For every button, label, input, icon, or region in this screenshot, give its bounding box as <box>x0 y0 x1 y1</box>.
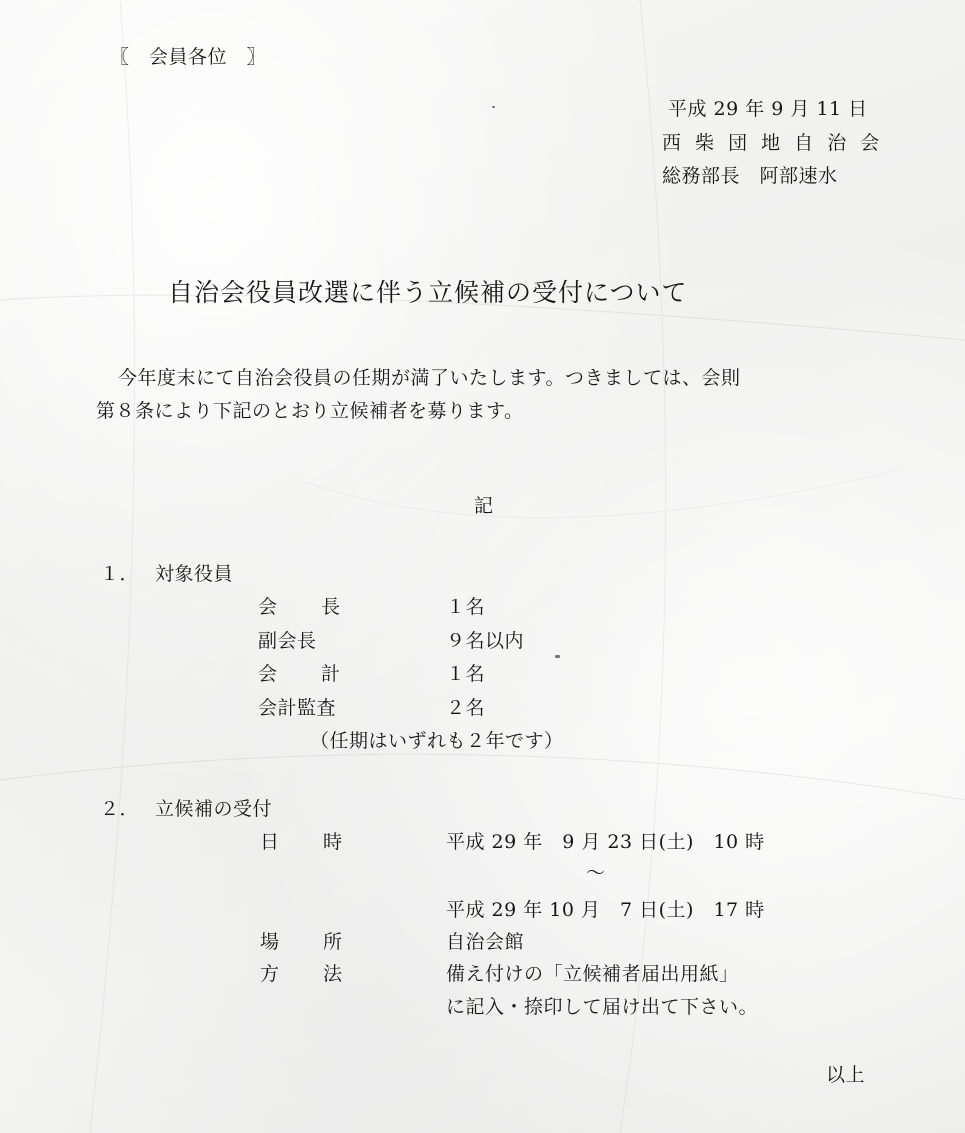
body-line-1: 今年度末にて自治会役員の任期が満了いたします。つきましては、会則 <box>118 367 741 389</box>
body-line-2: 第８条により下記のとおり立候補者を募ります。 <box>96 400 524 422</box>
closing-mark: 以上 <box>826 1064 866 1086</box>
role-name: 会計 <box>258 663 385 685</box>
datetime-end: 平成 29 年 10 月 7 日(土) 17 時 <box>446 899 765 921</box>
term-note: （任期はいずれも２年です） <box>310 730 564 752</box>
method-label: 方法 <box>260 963 387 985</box>
role-count: ９名以内 <box>446 630 525 652</box>
organization-name: 西 柴 団 地 自 治 会 <box>662 132 884 154</box>
place-label: 場所 <box>260 931 387 953</box>
method-line-2: に記入・捺印して届け出て下さい。 <box>446 996 759 1018</box>
sender-name: 総務部長 阿部速水 <box>662 165 838 187</box>
paper-speck <box>555 655 560 658</box>
document-date: 平成 29 年 9 月 11 日 <box>668 98 868 120</box>
method-line-1: 備え付けの「立候補者届出用紙」 <box>446 963 739 985</box>
role-count: ２名 <box>446 697 486 719</box>
document-title: 自治会役員改選に伴う立候補の受付について <box>168 278 688 307</box>
datetime-tilde: ～ <box>586 862 606 884</box>
paper-speck <box>492 106 495 108</box>
section1-heading: 対象役員 <box>155 563 234 585</box>
ki-heading: 記 <box>474 495 494 517</box>
role-name: 会計監査 <box>258 697 337 719</box>
role-name: 副会長 <box>258 630 317 652</box>
role-count: １名 <box>446 663 486 685</box>
addressee: 〖 会員各位 〗 <box>110 46 267 68</box>
place-value: 自治会館 <box>446 931 525 953</box>
section2-number: ２． <box>100 798 140 820</box>
section2-heading: 立候補の受付 <box>155 798 273 820</box>
datetime-label: 日時 <box>260 831 387 853</box>
section1-number: １． <box>100 563 140 585</box>
role-count: １名 <box>446 596 486 618</box>
datetime-start: 平成 29 年 9 月 23 日(土) 10 時 <box>446 831 765 853</box>
role-name: 会長 <box>258 596 385 618</box>
